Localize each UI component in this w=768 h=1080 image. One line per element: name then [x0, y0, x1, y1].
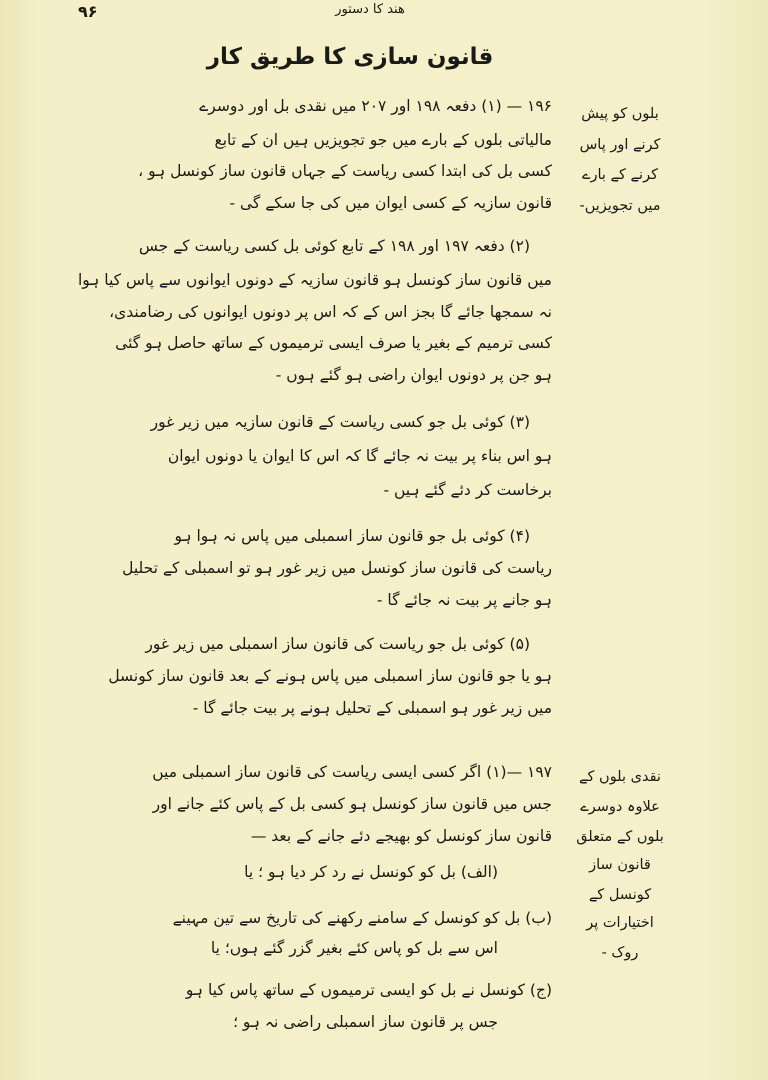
paragraph-line: ریاست کی قانون ساز کونسل میں زیر غور ہو تو اسمبلی کے تحلیل [122, 559, 552, 577]
paragraph-line: ١۹۶ — (١) دفعہ ١۹٨ اور ٢٠٧ میں نقدی بل اور دوسرے [199, 97, 552, 115]
clause-line: (الف) بل کو کونسل نے رد کر دیا ہو ؛ یا [244, 863, 498, 881]
margin-note-line: نقدی بلوں کے [579, 769, 661, 785]
margin-note-line: علاوہ دوسرے [580, 799, 660, 815]
paragraph-line: قانون سازیہ کے کسی ایوان میں کی جا سکے گی - [229, 194, 552, 212]
paragraph-line: ہو جن پر دونوں ایوان راضی ہو گئے ہوں - [275, 366, 552, 384]
paragraph-line: ١۹٧ —(١) اگر کسی ایسی ریاست کی قانون ساز اسمبلی میں [152, 763, 552, 781]
paragraph-line: میں زیر غور ہو اسمبلی کے تحلیل ہونے پر بیت جائے گا - [192, 699, 552, 717]
clause-line: (ب) بل کو کونسل کے سامنے رکھنے کی تاریخ سے تین مہینے [172, 909, 552, 927]
paragraph-line: (۵) کوئی بل جو ریاست کی قانون ساز اسمبلی میں زیر غور [145, 635, 530, 653]
paragraph-line: برخاست کر دئے گئے ہیں - [383, 481, 552, 499]
margin-note-line: اختیارات پر [586, 915, 654, 931]
page-number: ۹۶ [78, 2, 98, 21]
paragraph-line: قانون ساز کونسل کو بھیجے دئے جانے کے بعد — [250, 827, 552, 845]
paragraph-line: ہو اس بناء پر بیت نہ جائے گا کہ اس کا ایوان یا دونوں ایوان [167, 447, 552, 465]
margin-note-line: بلوں کے متعلق [576, 829, 664, 845]
running-header: هند کا دستور [335, 2, 405, 17]
paragraph-line: (٣) کوئی بل جو کسی ریاست کے قانون سازیہ میں زیر غور [150, 413, 530, 431]
paragraph-line: ہو جانے پر بیت نہ جائے گا - [376, 591, 552, 609]
margin-note-line: کونسل کے [588, 887, 652, 903]
paragraph-line: میں قانون ساز کونسل ہو قانون سازیہ کے دونوں ایوانوں سے پاس کیا ہوا [77, 271, 552, 289]
margin-note-line: کرنے اور پاس [579, 137, 661, 153]
paragraph-line: نہ سمجھا جائے گا بجز اس کے کہ اس پر دونوں ایوانوں کی رضامندی، [109, 303, 552, 321]
paragraph-line: جس میں قانون ساز کونسل ہو کسی بل کے پاس کئے جانے اور [152, 795, 552, 813]
clause-line: اس سے بل کو پاس کئے بغیر گزر گئے ہوں؛ یا [210, 939, 498, 957]
clause-line: (ج) کونسل نے بل کو ایسی ترمیموں کے ساتھ پاس کیا ہو [185, 981, 552, 999]
paragraph-line: کسی ترمیم کے بغیر یا صرف ایسی ترمیموں کے ساتھ حاصل ہو گئی [115, 334, 552, 352]
paragraph-line: کسی بل کی ابتدا کسی ریاست کے جہاں قانون ساز کونسل ہو ، [138, 162, 552, 180]
paragraph-line: ہو یا جو قانون ساز اسمبلی میں پاس ہونے کے بعد قانون ساز کونسل [108, 667, 552, 685]
paragraph-line: مالیاتی بلوں کے بارے میں جو تجویزیں ہیں ان کے تابع [214, 131, 552, 149]
section-title: قانون سازی کا طریق کار [206, 44, 494, 70]
paragraph-line: (٢) دفعہ ١۹٧ اور ١۹٨ کے تابع کوئی بل کسی ریاست کے جس [138, 237, 530, 255]
margin-note-line: کرنے کے بارے [581, 167, 658, 183]
margin-note-line: قانون ساز [589, 857, 651, 873]
paragraph-line: (۴) کوئی بل جو قانون ساز اسمبلی میں پاس نہ ہوا ہو [174, 527, 530, 545]
margin-note-line: میں تجویزیں- [579, 198, 661, 214]
margin-note-line: روک - [601, 945, 639, 961]
margin-note-line: بلوں کو پیش [581, 106, 659, 122]
clause-line: جس پر قانون ساز اسمبلی راضی نہ ہو ؛ [233, 1013, 498, 1031]
